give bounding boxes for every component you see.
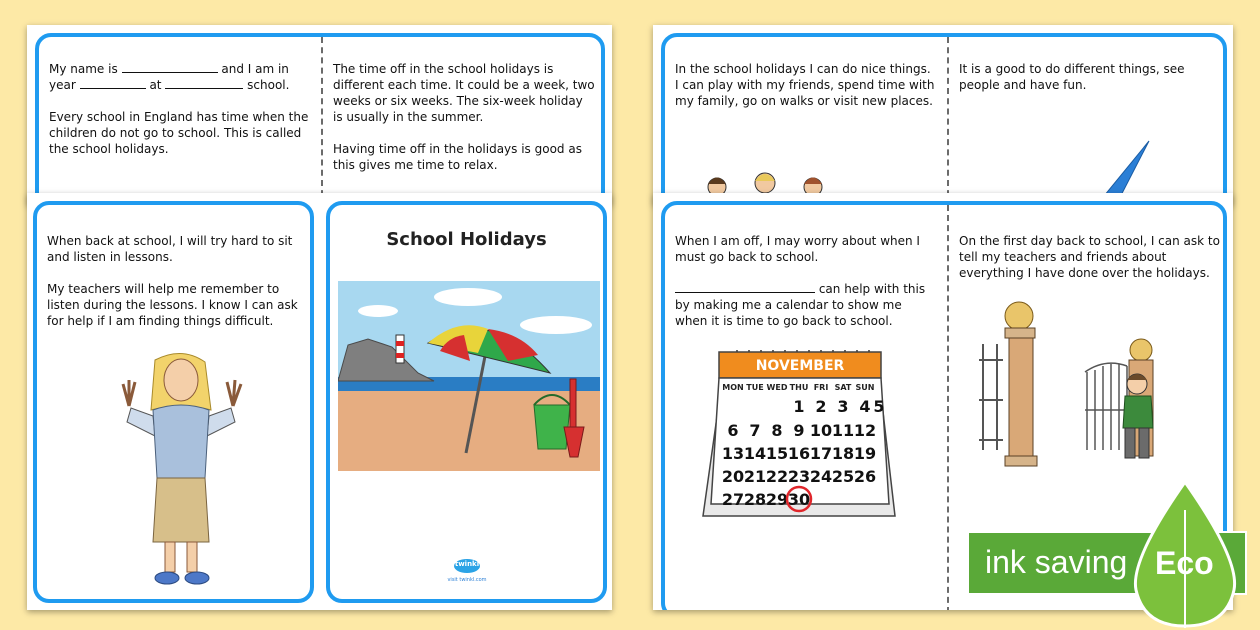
- calendar-date: 18: [831, 444, 855, 463]
- card-text-worry: [675, 233, 937, 345]
- calendar-day-header: MON: [722, 383, 744, 392]
- twinkl-logo-text: twinkl: [454, 560, 480, 568]
- card-text-have-fun: [959, 61, 1221, 109]
- card-text-nice-things: [675, 61, 937, 125]
- year-word: year: [49, 78, 76, 92]
- calendar-date: 22: [765, 467, 789, 486]
- sheet-top-left: [27, 25, 612, 205]
- calendar-date: 13: [721, 444, 745, 463]
- sheet-bottom-left: [27, 193, 612, 610]
- calendar-date: 8: [771, 421, 783, 440]
- calendar-date: 4: [859, 397, 871, 416]
- twinkl-visit-text: visit twinkl.com: [447, 577, 487, 583]
- year-label: and I am in: [221, 62, 289, 76]
- calendar-date: 2: [815, 397, 827, 416]
- school-blank[interactable]: [165, 77, 243, 89]
- twinkl-logo[interactable]: [442, 557, 492, 583]
- calendar-date: 27: [721, 490, 745, 509]
- beach-illustration: [338, 281, 600, 471]
- card-paragraph: Having time off in the holidays is good as this gives me time to relax.: [333, 142, 582, 172]
- card-paragraph-tail: can help with this by making me a calendar to show me when it is time to go back to school.: [675, 282, 926, 328]
- card-divider: [947, 37, 949, 205]
- calendar-date: 29: [765, 490, 789, 509]
- calendar-date: 28: [743, 490, 767, 509]
- name-label: My name is: [49, 62, 118, 76]
- calendar-date: 16: [787, 444, 811, 463]
- calendar-date: 17: [809, 444, 833, 463]
- calendar-date: 14: [743, 444, 767, 463]
- calendar-date: 21: [743, 467, 767, 486]
- calendar-date: 30: [787, 490, 811, 509]
- calendar-date: 7: [749, 421, 761, 440]
- card-top-right: [661, 33, 1227, 205]
- card-divider: [947, 205, 949, 610]
- calendar-date: 25: [831, 467, 855, 486]
- card-paragraph: It is a good to do different things, see people and have fun.: [959, 62, 1185, 92]
- calendar-helper-blank[interactable]: [675, 281, 815, 293]
- calendar-day-header: WED: [766, 383, 788, 392]
- calendar-month: NOVEMBER: [755, 358, 845, 374]
- card-paragraph: When back at school, I will try hard to sit and listen in lessons.: [47, 234, 293, 264]
- calendar-date: 24: [809, 467, 833, 486]
- name-blank[interactable]: [122, 61, 218, 73]
- card-divider: [321, 37, 323, 205]
- card-paragraph: On the first day back to school, I can ask to tell my teachers and friends about everything I have done over the holidays.: [959, 234, 1220, 280]
- school-gate-illustration: [975, 300, 1185, 475]
- eco-ink-saving-text: ink saving: [985, 544, 1128, 580]
- card-cover: [326, 201, 607, 603]
- card-listen-in-lessons: [33, 201, 314, 603]
- calendar-day-header: FRI: [813, 383, 829, 392]
- calendar-day-header: SAT: [834, 383, 852, 392]
- card-paragraph: When I am off, I may worry about when I must go back to school.: [675, 234, 920, 264]
- teacher-illustration: [117, 350, 247, 590]
- calendar-date: 20: [721, 467, 745, 486]
- calendar-date: 23: [787, 467, 811, 486]
- calendar-day-header: THU: [789, 383, 809, 392]
- at-word: at: [149, 78, 162, 92]
- card-top-left: [35, 33, 605, 205]
- sheet-top-right: [653, 25, 1233, 205]
- card-paragraph: In the school holidays I can do nice things. I can play with my friends, spend time with my family, go on walks or visit new places.: [675, 62, 935, 108]
- cover-title: School Holidays: [386, 229, 547, 250]
- calendar-date: 12: [853, 421, 877, 440]
- calendar-date: 10: [809, 421, 833, 440]
- card-text-first-day: [959, 233, 1221, 297]
- card-text-holiday-length: [333, 61, 595, 189]
- calendar-date: 3: [837, 397, 849, 416]
- school-word: school.: [247, 78, 290, 92]
- calendar-day-header: TUE: [746, 383, 764, 392]
- card-paragraph: The time off in the school holidays is different each time. It could be a week, two weeks or six weeks. The six-week holiday is usually in the summer.: [333, 62, 595, 124]
- calendar-date: 15: [765, 444, 789, 463]
- card-paragraph: Every school in England has time when the children do not go to school. This is called the school holidays.: [49, 110, 309, 156]
- calendar-date: 6: [727, 421, 739, 440]
- card-paragraph: My teachers will help me remember to listen during the lessons. I know I can ask for help if I am finding things difficult.: [47, 282, 298, 328]
- calendar-day-header: SUN: [855, 383, 875, 392]
- calendar-illustration: [697, 340, 897, 520]
- calendar-date: 26: [853, 467, 877, 486]
- calendar-date: 9: [793, 421, 805, 440]
- calendar-date: 19: [853, 444, 877, 463]
- calendar-date: 1: [793, 397, 805, 416]
- calendar-date: 5: [873, 397, 885, 416]
- card-text-name: [49, 61, 309, 173]
- eco-label: Eco: [1155, 545, 1214, 581]
- calendar-date: 11: [831, 421, 855, 440]
- year-blank[interactable]: [80, 77, 146, 89]
- card-text-listen: [47, 233, 307, 345]
